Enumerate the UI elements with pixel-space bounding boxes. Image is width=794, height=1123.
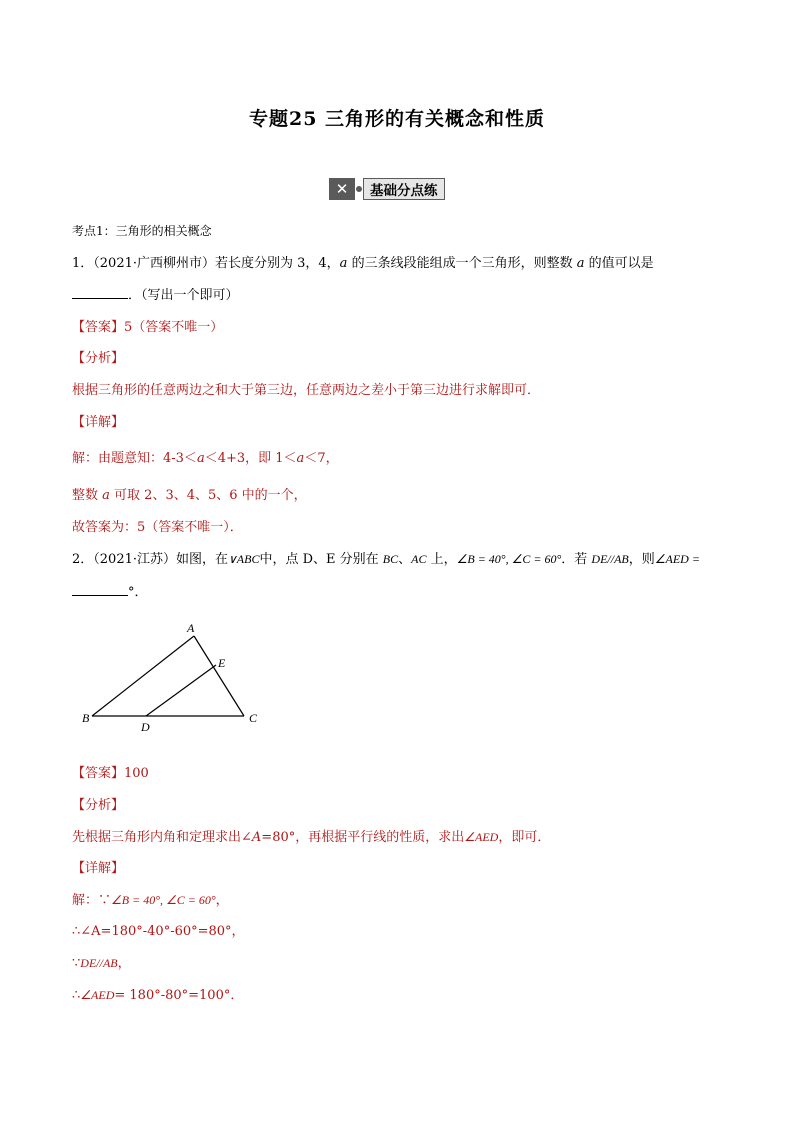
segment-de [146,665,216,716]
answer-blank [72,583,128,596]
q2-analysis-tag: 【分析】 [72,798,125,813]
label-d: D [141,720,150,734]
q2-detail-4: ∴∠AED= 180°-80°=100°． [72,988,244,1003]
kaodian-heading: 考点1：三角形的相关概念 [72,224,212,238]
triangle-figure [72,616,272,740]
q1-detail-3: 故答案为：5（答案不唯一）． [72,520,243,535]
label-b: B [82,711,90,725]
q1-stem: 1．（2021·广西柳州市）若长度分别为 3，4，a 的三条线段能组成一个三角形，则整数 a 的值可以是 [72,256,654,271]
q2-analysis: 先根据三角形内角和定理求出∠A=80°，再根据平行线的性质，求出∠AED，即可． [72,830,551,845]
q1-answer: 【答案】5（答案不唯一） [72,320,224,335]
triangle-diagram [72,616,272,736]
q1-stem-line2: ．（写出一个即可） [72,284,239,303]
q1-detail-1: 解：由题意知：4-3＜a＜4+3，即 1＜a＜7， [72,451,339,466]
q2-detail-3: ∵DE//AB， [72,956,131,971]
q1-analysis: 根据三角形的任意两边之和大于第三边，任意两边之差小于第三边进行求解即可． [72,383,541,398]
q2-detail-2: ∴∠A=180°-40°-60°=80°， [72,924,245,939]
q2-answer: 【答案】100 [72,766,149,781]
q2-stem-line2: °． [72,581,148,600]
q1-analysis-tag: 【分析】 [72,351,125,366]
label-c: C [249,711,258,725]
q1-detail-2: 整数 a 可取 2、3、4、5、6 中的一个， [72,488,307,503]
q2-stem: 2．（2021·江苏）如图，在∨ABC中，点 D、E 分别在 BC、AC 上，∠B = 40°, ∠C = 60°．若 DE//AB，则∠AED = [72,552,700,567]
page-title: 专题25 三角形的有关概念和性质 [248,108,546,130]
q2-detail-1: 解：∵∠B = 40°, ∠C = 60°， [72,893,229,908]
section-badge-label: 基础分点练 [363,178,445,200]
label-e: E [218,656,226,670]
segment-ab [92,636,194,716]
answer-blank [72,286,128,299]
section-badge [329,178,445,200]
badge-dot [356,186,362,192]
q1-detail-tag: 【详解】 [72,415,125,430]
label-a: A [187,621,195,635]
q2-detail-tag: 【详解】 [72,861,125,876]
crossed-tools-icon: ✕ [329,178,355,200]
